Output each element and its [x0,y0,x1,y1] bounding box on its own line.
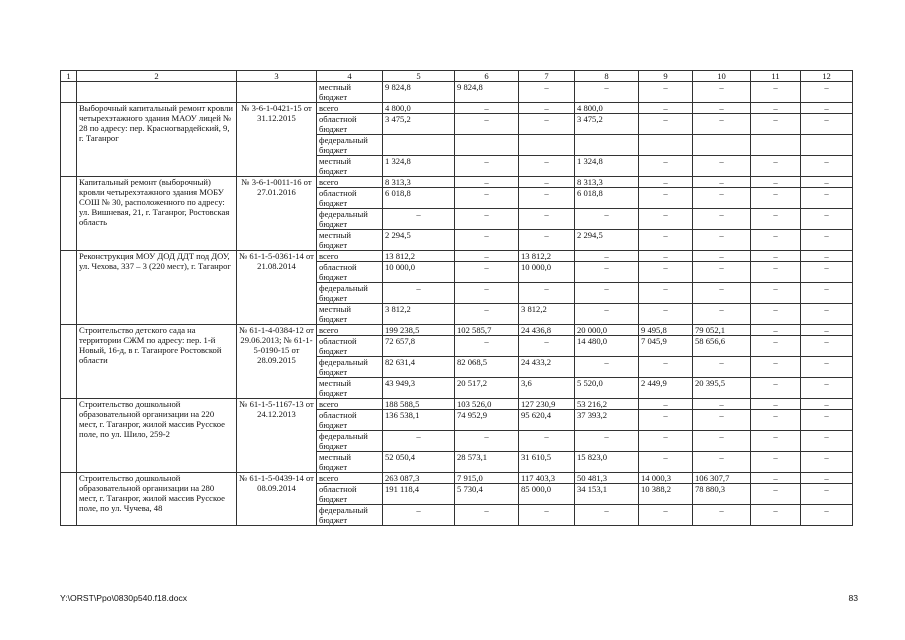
header-cell: 6 [455,71,519,82]
value-cell: – [639,156,693,177]
value-cell: – [455,304,519,325]
value-cell: 13 812,2 [383,251,455,262]
value-cell: – [575,209,639,230]
value-cell: 263 087,3 [383,473,455,484]
value-cell: – [455,336,519,357]
value-cell: – [455,209,519,230]
value-cell: – [455,188,519,209]
value-cell: 102 585,7 [455,325,519,336]
funding-source-cell: местный бюджет [317,304,383,325]
value-cell: – [693,209,751,230]
value-cell: – [455,177,519,188]
value-cell: 10 000,0 [383,262,455,283]
funding-source-cell: местный бюджет [317,452,383,473]
value-cell: – [801,378,853,399]
value-cell: – [575,82,639,103]
value-cell: 191 118,4 [383,484,455,505]
value-cell: – [751,357,801,378]
funding-source-cell: местный бюджет [317,156,383,177]
value-cell: – [801,251,853,262]
table-row [61,82,853,103]
table-row [61,473,853,484]
value-cell: 85 000,0 [519,484,575,505]
expertise-doc-cell [237,82,317,103]
value-cell: – [751,114,801,135]
value-cell: – [575,251,639,262]
value-cell: – [455,431,519,452]
value-cell: 9 824,8 [383,82,455,103]
value-cell: 20 000,0 [575,325,639,336]
value-cell: 14 480,0 [575,336,639,357]
value-cell: 52 050,4 [383,452,455,473]
value-cell: 20 395,5 [693,378,751,399]
value-cell: 136 538,1 [383,410,455,431]
value-cell: – [801,103,853,114]
funding-source-cell: местный бюджет [317,82,383,103]
value-cell: – [639,431,693,452]
object-name-cell [77,82,237,103]
header-cell: 5 [383,71,455,82]
value-cell: – [801,262,853,283]
value-cell: – [751,431,801,452]
value-cell: – [751,82,801,103]
value-cell: – [639,505,693,526]
object-name-cell: Выборочный капитальный ремонт кровли четырехэтажного здания МАОУ лицей № 28 по адресу: пер. Красногвардейский, 9, г. Таганрог [77,103,237,177]
funding-source-cell: федеральный бюджет [317,209,383,230]
value-cell [575,135,639,156]
value-cell: – [639,452,693,473]
table-row [61,103,853,114]
value-cell: – [575,283,639,304]
value-cell: – [693,304,751,325]
value-cell: – [519,114,575,135]
value-cell: – [751,262,801,283]
object-name-cell: Строительство дошкольной образовательной организации на 220 мест, г. Таганрог, жилой массив Русское поле, по ул. Шило, 259-2 [77,399,237,473]
value-cell: – [639,188,693,209]
row-number-cell [61,251,77,325]
value-cell: – [455,103,519,114]
footer-page-number: 83 [848,593,858,603]
value-cell [693,135,751,156]
funding-source-cell: федеральный бюджет [317,357,383,378]
value-cell [383,135,455,156]
value-cell: – [751,103,801,114]
header-cell: 12 [801,71,853,82]
funding-source-cell: федеральный бюджет [317,283,383,304]
value-cell: – [519,177,575,188]
value-cell: 24 433,2 [519,357,575,378]
value-cell: 20 517,2 [455,378,519,399]
expertise-doc-cell: № 61-1-5-0439-14 от 08.09.2014 [237,473,317,526]
value-cell: – [455,251,519,262]
value-cell: – [801,357,853,378]
value-cell: – [693,399,751,410]
value-cell: – [455,230,519,251]
value-cell: – [693,114,751,135]
value-cell: 3 475,2 [383,114,455,135]
value-cell: 72 657,8 [383,336,455,357]
value-cell: 117 403,3 [519,473,575,484]
value-cell: – [751,484,801,505]
value-cell: 78 880,3 [693,484,751,505]
value-cell: 82 068,5 [455,357,519,378]
value-cell: 7 915,0 [455,473,519,484]
value-cell: 7 045,9 [639,336,693,357]
object-name-cell: Капитальный ремонт (выборочный) кровли четырехэтажного здания МОБУ СОШ № 30, расположенного по адресу: ул. Вишневая, 21, г. Таганрог, Ростовская область [77,177,237,251]
value-cell: – [575,262,639,283]
value-cell: – [693,262,751,283]
value-cell: – [693,357,751,378]
value-cell: – [801,336,853,357]
value-cell: – [383,283,455,304]
value-cell: – [751,283,801,304]
value-cell: 8 313,3 [383,177,455,188]
value-cell: – [693,103,751,114]
value-cell: – [751,177,801,188]
value-cell: – [639,103,693,114]
value-cell: 3,6 [519,378,575,399]
value-cell: 14 000,3 [639,473,693,484]
header-cell: 9 [639,71,693,82]
value-cell: – [801,156,853,177]
funding-source-cell: федеральный бюджет [317,431,383,452]
value-cell: 28 573,1 [455,452,519,473]
value-cell: 2 294,5 [575,230,639,251]
row-number-cell [61,82,77,103]
funding-source-cell: областной бюджет [317,188,383,209]
value-cell: – [801,473,853,484]
funding-source-cell: областной бюджет [317,410,383,431]
funding-source-cell: местный бюджет [317,230,383,251]
value-cell: 79 052,1 [693,325,751,336]
table-row [61,177,853,188]
value-cell: – [519,336,575,357]
funding-source-cell: всего [317,103,383,114]
value-cell: – [639,262,693,283]
value-cell: – [801,209,853,230]
value-cell: – [751,452,801,473]
header-cell: 3 [237,71,317,82]
value-cell: – [693,283,751,304]
value-cell: – [801,230,853,251]
value-cell: – [801,484,853,505]
value-cell: – [639,399,693,410]
row-number-cell [61,103,77,177]
value-cell: – [693,251,751,262]
object-name-cell: Строительство дошкольной образовательной организации на 280 мест, г. Таганрог, жилой массив Русское поле, по ул. Чучева, 48 [77,473,237,526]
value-cell: – [383,209,455,230]
value-cell: – [383,505,455,526]
funding-source-cell: федеральный бюджет [317,135,383,156]
value-cell: 1 324,8 [575,156,639,177]
header-cell: 2 [77,71,237,82]
value-cell: – [455,262,519,283]
value-cell: 2 294,5 [383,230,455,251]
value-cell: 43 949,3 [383,378,455,399]
value-cell: 50 481,3 [575,473,639,484]
value-cell: – [519,283,575,304]
value-cell: – [751,156,801,177]
value-cell: – [519,431,575,452]
funding-source-cell: областной бюджет [317,484,383,505]
value-cell: 8 313,3 [575,177,639,188]
value-cell: 10 388,2 [639,484,693,505]
value-cell: – [519,230,575,251]
value-cell: – [801,304,853,325]
value-cell: – [693,177,751,188]
value-cell [801,135,853,156]
value-cell: 4 800,0 [383,103,455,114]
value-cell: 15 823,0 [575,452,639,473]
funding-source-cell: областной бюджет [317,336,383,357]
value-cell: 106 307,7 [693,473,751,484]
table-row [61,399,853,410]
table-row [61,251,853,262]
value-cell: – [639,357,693,378]
value-cell: – [693,230,751,251]
value-cell: – [519,188,575,209]
value-cell: – [693,410,751,431]
value-cell: – [801,505,853,526]
expertise-doc-cell: № 61-1-5-0361-14 от 21.08.2014 [237,251,317,325]
value-cell: – [575,304,639,325]
value-cell: – [639,410,693,431]
value-cell: – [575,505,639,526]
value-cell: – [801,399,853,410]
expertise-doc-cell: № 61-1-4-0384-12 от 29.06.2013; № 61-1-5-0190-15 от 28.09.2015 [237,325,317,399]
value-cell: – [519,505,575,526]
value-cell: – [693,431,751,452]
value-cell: – [639,251,693,262]
value-cell: – [639,177,693,188]
funding-source-cell: всего [317,473,383,484]
value-cell: – [639,209,693,230]
funding-source-cell: областной бюджет [317,114,383,135]
value-cell [455,135,519,156]
value-cell: 3 812,2 [383,304,455,325]
value-cell: – [801,114,853,135]
value-cell: – [801,325,853,336]
value-cell: – [751,505,801,526]
value-cell: 74 952,9 [455,410,519,431]
value-cell: 9 495,8 [639,325,693,336]
value-cell: 2 449,9 [639,378,693,399]
funding-source-cell: федеральный бюджет [317,505,383,526]
value-cell: 6 018,8 [383,188,455,209]
value-cell: – [751,188,801,209]
funding-source-cell: местный бюджет [317,378,383,399]
value-cell: 24 436,8 [519,325,575,336]
value-cell: – [455,283,519,304]
value-cell: – [519,156,575,177]
table-header [61,71,853,82]
value-cell: – [455,505,519,526]
value-cell: 5 730,4 [455,484,519,505]
value-cell: – [801,431,853,452]
value-cell: – [519,209,575,230]
value-cell [519,135,575,156]
funding-source-cell: всего [317,325,383,336]
value-cell: – [751,251,801,262]
value-cell: 53 216,2 [575,399,639,410]
value-cell: – [639,304,693,325]
value-cell: 6 018,8 [575,188,639,209]
value-cell: – [801,283,853,304]
header-row [61,71,853,82]
budget-table [60,70,853,526]
header-cell: 11 [751,71,801,82]
value-cell: – [693,505,751,526]
value-cell: – [575,357,639,378]
value-cell: – [455,156,519,177]
table-row [61,325,853,336]
value-cell: – [801,177,853,188]
row-number-cell [61,473,77,526]
value-cell: 3 475,2 [575,114,639,135]
value-cell: 31 610,5 [519,452,575,473]
value-cell: – [693,452,751,473]
header-cell: 7 [519,71,575,82]
expertise-doc-cell: № 3-6-1-0421-15 от 31.12.2015 [237,103,317,177]
value-cell: 82 631,4 [383,357,455,378]
value-cell: 9 824,8 [455,82,519,103]
footer-file-path: Y:\ORST\Ppo\0830p540.f18.docx [60,593,188,603]
value-cell: – [639,230,693,251]
value-cell: – [693,156,751,177]
header-cell: 8 [575,71,639,82]
value-cell: 10 000,0 [519,262,575,283]
object-name-cell: Строительство детского сада на территории СЖМ по адресу: пер. 1-й Новый, 16-д, в г. Таганроге Ростовской области [77,325,237,399]
value-cell: – [751,473,801,484]
value-cell: – [383,431,455,452]
expertise-doc-cell: № 61-1-5-1167-13 от 24.12.2013 [237,399,317,473]
value-cell: – [455,114,519,135]
value-cell: 95 620,4 [519,410,575,431]
value-cell: – [751,325,801,336]
value-cell: 37 393,2 [575,410,639,431]
value-cell: – [751,410,801,431]
header-cell: 10 [693,71,751,82]
value-cell: – [639,114,693,135]
header-cell: 4 [317,71,383,82]
value-cell: 127 230,9 [519,399,575,410]
value-cell: – [639,283,693,304]
row-number-cell [61,399,77,473]
funding-source-cell: всего [317,399,383,410]
value-cell: – [801,452,853,473]
value-cell: 34 153,1 [575,484,639,505]
value-cell: – [519,82,575,103]
value-cell: – [693,82,751,103]
value-cell [751,135,801,156]
value-cell: – [801,410,853,431]
value-cell: – [801,82,853,103]
header-cell: 1 [61,71,77,82]
value-cell: – [693,188,751,209]
value-cell: – [751,399,801,410]
value-cell: – [751,304,801,325]
funding-source-cell: областной бюджет [317,262,383,283]
value-cell: – [751,336,801,357]
value-cell: 1 324,8 [383,156,455,177]
value-cell: – [801,188,853,209]
value-cell: – [519,103,575,114]
value-cell: – [751,230,801,251]
value-cell: – [639,82,693,103]
value-cell: 4 800,0 [575,103,639,114]
value-cell: 103 526,0 [455,399,519,410]
value-cell: – [751,378,801,399]
value-cell: 13 812,2 [519,251,575,262]
value-cell: 188 588,5 [383,399,455,410]
value-cell: 3 812,2 [519,304,575,325]
row-number-cell [61,325,77,399]
funding-source-cell: всего [317,177,383,188]
value-cell: 5 520,0 [575,378,639,399]
value-cell: – [575,431,639,452]
funding-source-cell: всего [317,251,383,262]
expertise-doc-cell: № 3-6-1-0011-16 от 27.01.2016 [237,177,317,251]
value-cell: 199 238,5 [383,325,455,336]
object-name-cell: Реконструкция МОУ ДОД ДДТ под ДОУ, ул. Чехова, 337 – 3 (220 мест), г. Таганрог [77,251,237,325]
value-cell: 58 656,6 [693,336,751,357]
value-cell: – [751,209,801,230]
row-number-cell [61,177,77,251]
table-body [61,82,853,526]
value-cell [639,135,693,156]
